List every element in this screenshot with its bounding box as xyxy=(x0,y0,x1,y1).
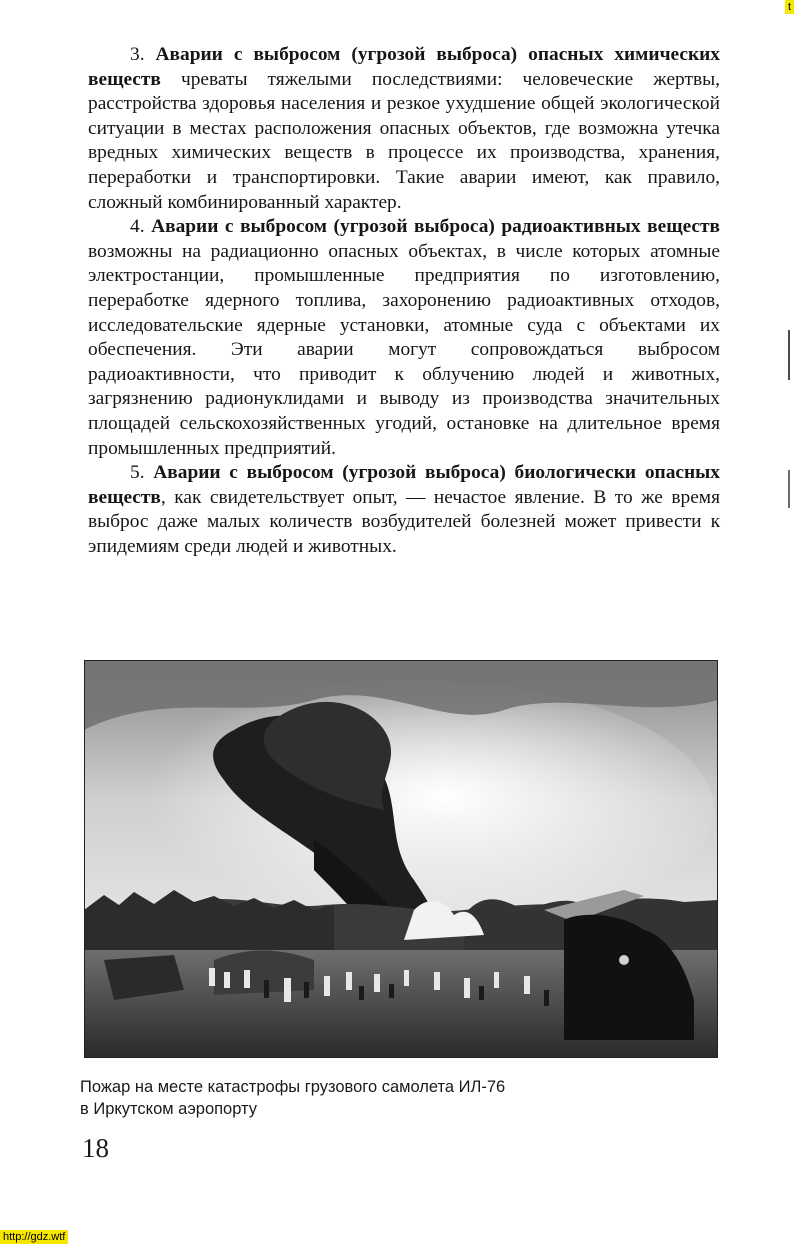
paragraph-3-heading: Аварии с выбросом (угрозой выброса) опасных химических веществ xyxy=(88,44,720,90)
paragraph-3-text: чреваты тяжелыми последствиями: человеческие жертвы, расстройства здоровья населения и резкое ухудшение общей экологической ситуации в местах расположения опасных объектов, где возможна утечка вредных химических веществ в процессе их производства, хранения, переработки и транспортировки. Такие аварии имеют, как правило, сложный комбинированный характер. xyxy=(88,68,720,213)
caption-line-2: в Иркутском аэропорту xyxy=(80,1100,258,1118)
paragraph-4-text: возможны на радиационно опасных объектах, в числе которых атомные электростанции, промышленные предприятия по изготовлению, переработке ядерного топлива, захоронению радиоактивных отходов, исследовательские ядерные установки, атомные суда с объектами их обеспечения. Эти аварии могут сопровождаться выбросом радиоактивности, что приводит к облучению людей и животных, загрязнению радионуклидами и выводу из производства значительных площадей сельскохозяйственных угодий, остановке на длительное время промышленных предприятий. xyxy=(88,240,720,459)
scan-edge-mark-lower xyxy=(788,470,790,508)
page-number: 18 xyxy=(82,1133,109,1163)
paragraph-5-heading: Аварии с выбросом (угрозой выброса) биологически опасных веществ xyxy=(88,462,721,508)
scan-edge-mark xyxy=(788,330,790,380)
paragraph-4-heading: Аварии с выбросом (угрозой выброса) радиоактивных веществ xyxy=(151,216,721,238)
watermark-link[interactable]: http://gdz.wtf xyxy=(0,1230,68,1244)
paragraph-4 xyxy=(88,215,720,461)
paragraph-3 xyxy=(88,43,720,215)
photo-caption xyxy=(80,1076,680,1120)
paragraph-5-text: , как свидетельствует опыт, — нечастое явление. В то же время выброс даже малых количеств возбудителей болезней может привести к эпидемиям среди людей и животных. xyxy=(88,486,720,557)
paragraph-5-number: 5. xyxy=(130,462,154,484)
caption-line-1: Пожар на месте катастрофы грузового самолета ИЛ-76 xyxy=(80,1078,506,1096)
watermark-top: t xyxy=(785,0,794,14)
body-text xyxy=(88,43,720,559)
paragraph-4-number: 4. xyxy=(130,216,152,238)
paragraph-3-number: 3. xyxy=(130,44,156,65)
crash-fire-photo xyxy=(84,660,718,1058)
paragraph-5 xyxy=(88,461,720,559)
